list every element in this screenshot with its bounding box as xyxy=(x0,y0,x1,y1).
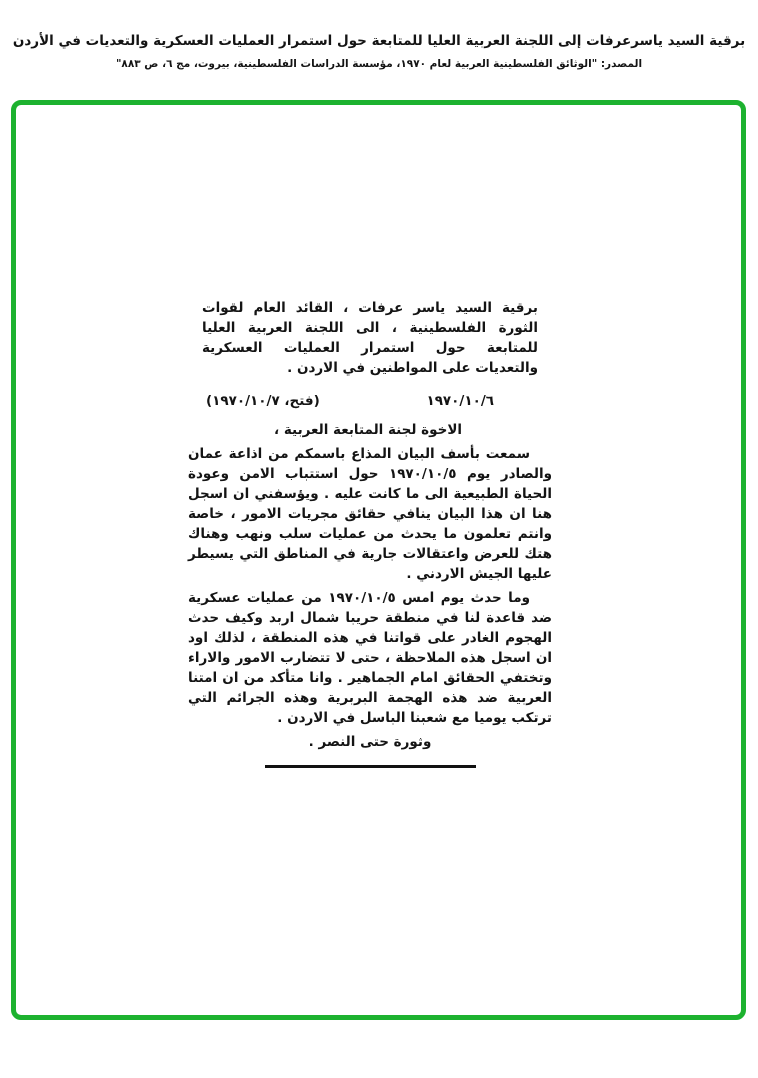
source-citation: المصدر: "الوثائق الفلسطينية العربية لعام ١٩٧٠، مؤسسة الدراسات الفلسطينية، بيروت، مج ٦، ص ٨٨٣" xyxy=(115,58,643,70)
paragraph-2: وما حدث يوم امس ١٩٧٠/١٠/٥ من عمليات عسكرية ضد قاعدة لنا في منطقة حريبا شمال اربد وكيف حدث الهجوم الغادر على قواتنا في هذه المنطقة ، لذلك اود ان اسجل هذه الملاحظة ، حتى لا تتضارب الامور والاراء وتختفي الحقائق امام الجماهير . وانا متأكد من ان امتنا العربية ضد هذه الهجمة البربرية وهذه الجرائم التي ترتكب يوميا مع شعبنا الباسل في الاردن . xyxy=(188,590,552,726)
date-row xyxy=(188,391,552,411)
document-date: ١٩٧٠/١٠/٦ xyxy=(426,393,494,409)
telegram-document xyxy=(188,298,552,768)
page-header xyxy=(0,33,758,70)
closing-line: وثورة حتى النصر . xyxy=(308,734,432,750)
end-divider xyxy=(265,765,476,768)
document-title: برقية السيد ياسر عرفات ، القائد العام لقوات الثورة الفلسطينية ، الى اللجنة العربية العليا للمتابعة حول استمرار العمليات العسكرية والتعديات على المواطنين في الاردن . xyxy=(202,300,538,376)
document-source-note: (فتح، ١٩٧٠/١٠/٧) xyxy=(206,393,320,409)
salutation-line: الاخوة لجنة المتابعة العربية ، xyxy=(274,422,462,438)
document-scan-frame xyxy=(11,100,746,1020)
paragraph-1: سمعت بأسف البيان المذاع باسمكم من اذاعة عمان والصادر يوم ١٩٧٠/١٠/٥ حول استتباب الامن وعودة الحياة الطبيعية الى ما كانت عليه . ويؤسفني ان اسجل هنا ان هذا البيان ينافي حقائق مجريات الامور ، خاصة وانتم تعلمون ما يحدث من عمليات سلب ونهب وهناك هتك للعرض واعتقالات جارية في المناطق التي يسيطر عليها الجيش الاردني . xyxy=(188,446,552,582)
page-title: برقية السيد ياسرعرفات إلى اللجنة العربية العليا للمتابعة حول استمرار العمليات العسكرية والتعديات في الأردن xyxy=(12,33,746,49)
